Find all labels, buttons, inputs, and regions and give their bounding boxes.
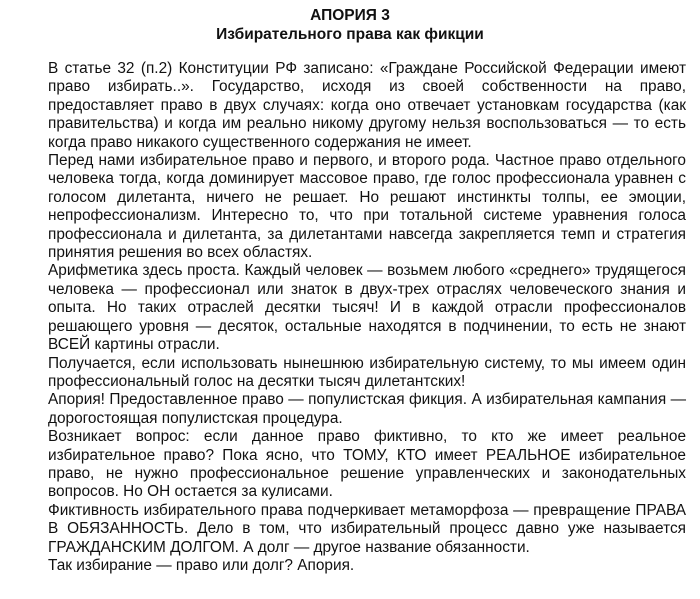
paragraph-first-second-kind: Перед нами избирательное право и первого, и второго рода. Частное право отдельного человека тогда, когда доминирует массовое право, где голос профессионала уравнен с голосом дилетанта, ничего не решает. Но решают инстинкты толпы, ее эмоции, непрофессионализм. Интересно то, что при тотальной системе уравнения голоса профессионала и дилетанта, за дилетантами навсегда закрепляется темп и стратегия принятия решения во всех областях.	[48, 152, 686, 262]
paragraph-conclusion: Так избирание — право или долг? Апория.	[48, 556, 355, 574]
paragraph-aporia: Апория! Предоставленное право — популистская фикция. А избирательная кампания — дорогостоящая популистская процедура.	[48, 391, 686, 427]
paragraph-result: Получается, если использовать нынешнюю избирательную систему, то мы имеем один профессиональный голос на десятки тысяч дилетантских!	[48, 354, 686, 390]
paragraph-constitution: В статье 32 (п.2) Конституции РФ записано: «Граждане Российской Федерации имеют право избирать..». Государство, исходя из своей собственности на право, предоставляет право в двух случаях: когда оно отвечает установкам государства (как правительства) и когда им реально никому другому нельзя воспользоваться — то есть когда право никакого существенного содержания не имеет.	[48, 60, 686, 151]
paragraph-question: Возникает вопрос: если данное право фиктивно, то кто же имеет реальное избирательное право? Пока ясно, что ТОМУ, КТО имеет РЕАЛЬНОЕ избирательное право, не нужно профессиональное решение управленческих и законодательных вопросов. Но ОН остается за кулисами.	[48, 428, 686, 501]
paragraph-arithmetic: Арифметика здесь проста. Каждый человек — возьмем любого «среднего» трудящегося человека — профессионал или знаток в двух-трех отраслях человеческого знания и опыта. Но таких отраслей десятки тысяч! И в каждой отрасли профессионалов решающего уровня — десяток, остальные находятся в подчинении, то есть не знают ВСЕЙ картины отрасли.	[48, 262, 686, 354]
article-body	[48, 60, 686, 575]
page-subtitle: Избирательного права как фикции	[216, 26, 484, 43]
paragraph-fictitiousness: Фиктивность избирательного права подчеркивает метаморфоза — превращение ПРАВА В ОБЯЗАННОСТЬ. Дело в том, что избирательный процесс давно уже называется ГРАЖДАНСКИМ ДОЛГОМ. А долг — другое название обязанности.	[48, 501, 686, 556]
page-title: АПОРИЯ 3	[310, 7, 390, 24]
